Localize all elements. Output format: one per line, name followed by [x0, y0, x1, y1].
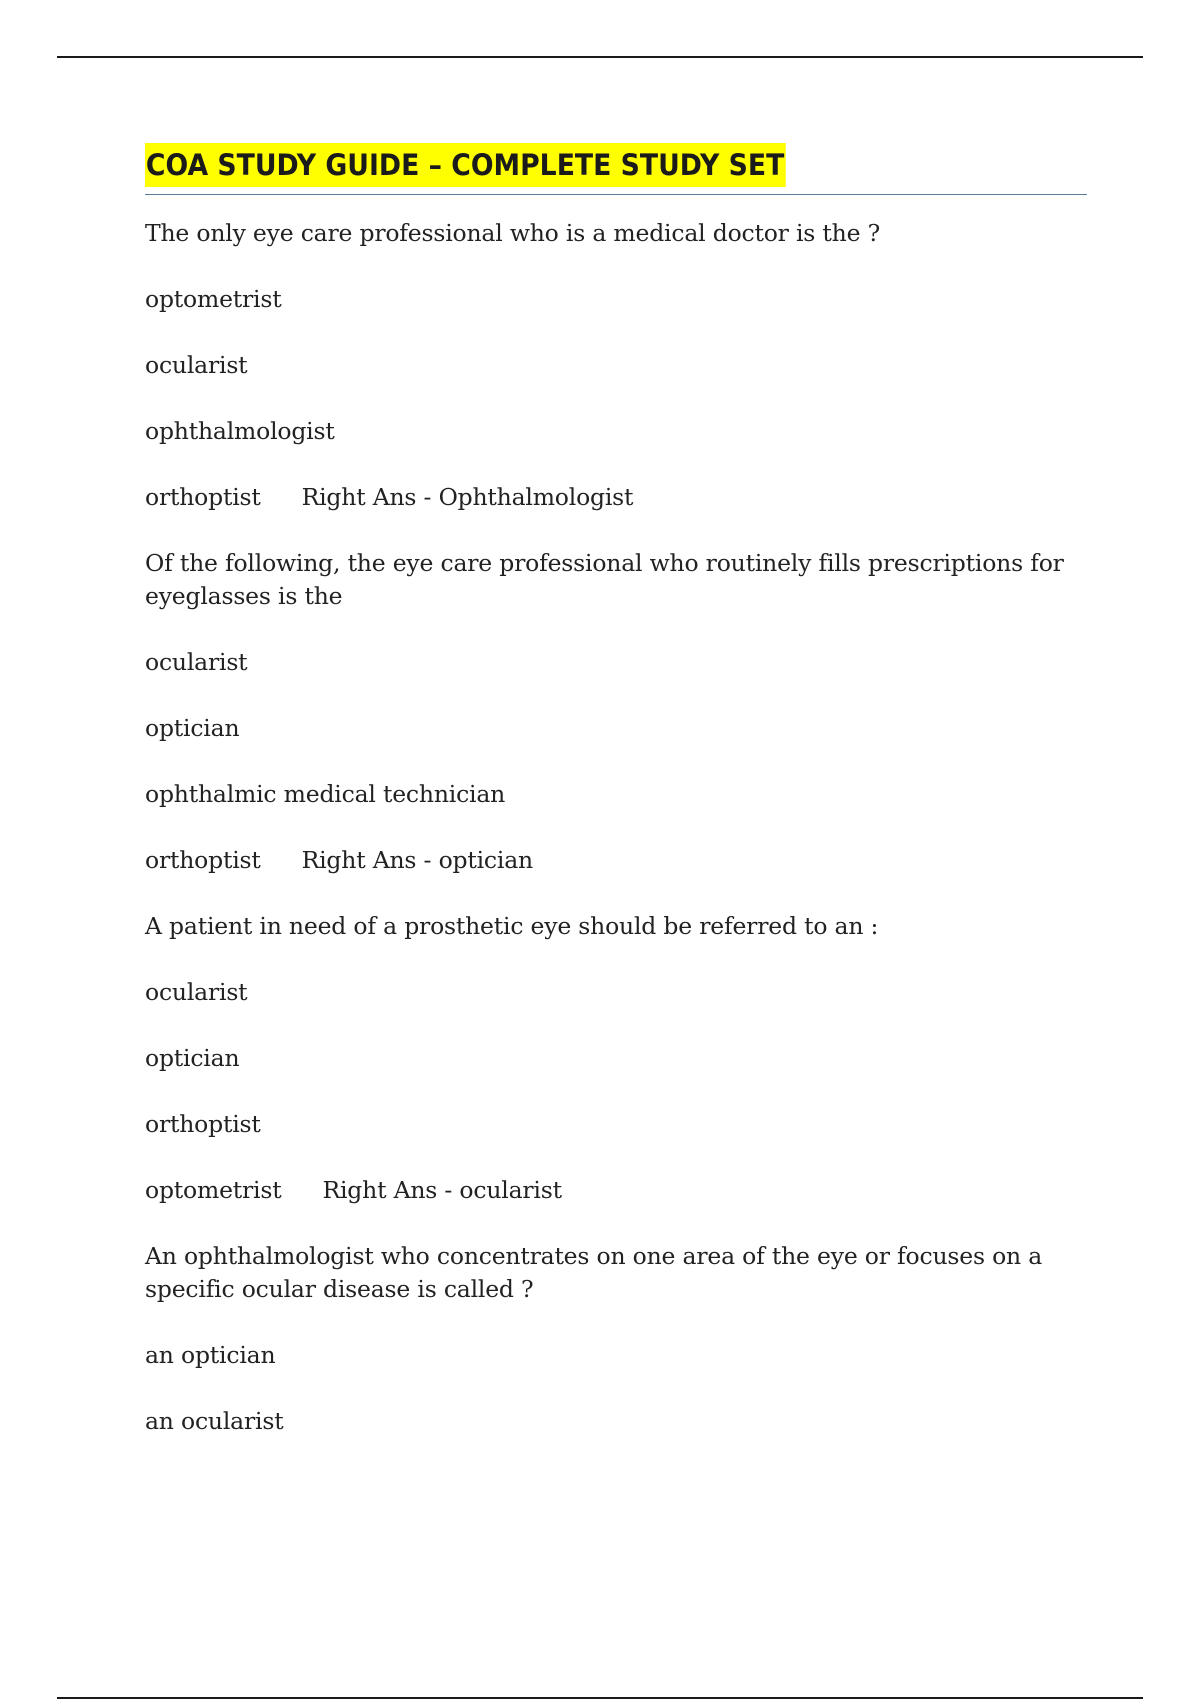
answer-option: ocularist	[145, 978, 248, 1006]
answer-option: an optician	[145, 1341, 276, 1369]
answer-option-row	[145, 1174, 1087, 1207]
question-prompt: Of the following, the eye care professional who routinely fills prescriptions for eyeglasses is the	[145, 549, 1064, 610]
answer-option: orthoptist	[145, 1110, 261, 1138]
answer-option-row	[145, 481, 1087, 514]
answer-option: ophthalmic medical technician	[145, 780, 506, 808]
title-block	[145, 143, 1087, 195]
correct-answer: Right Ans - optician	[301, 846, 533, 874]
correct-answer: Right Ans - Ophthalmologist	[301, 483, 634, 511]
answer-option: ophthalmologist	[145, 417, 335, 445]
answer-option: optometrist	[145, 1176, 282, 1204]
question-prompt: The only eye care professional who is a medical doctor is the ?	[145, 219, 880, 247]
page-top-rule	[57, 56, 1143, 58]
question-prompt: A patient in need of a prosthetic eye should be referred to an :	[145, 912, 879, 940]
answer-option: optometrist	[145, 285, 282, 313]
answer-option: ocularist	[145, 351, 248, 379]
answer-option: orthoptist	[145, 483, 261, 511]
answer-option: orthoptist	[145, 846, 261, 874]
question-prompt: An ophthalmologist who concentrates on one area of the eye or focuses on a specific ocular disease is called ?	[145, 1242, 1043, 1303]
document-title: COA STUDY GUIDE – COMPLETE STUDY SET	[145, 143, 786, 187]
document-body	[145, 143, 1087, 1471]
correct-answer: Right Ans - ocularist	[322, 1176, 562, 1204]
answer-option: ocularist	[145, 648, 248, 676]
answer-option: optician	[145, 1044, 240, 1072]
page-bottom-rule	[57, 1697, 1143, 1699]
answer-option: an ocularist	[145, 1407, 284, 1435]
answer-option: optician	[145, 714, 240, 742]
answer-option-row	[145, 844, 1087, 877]
